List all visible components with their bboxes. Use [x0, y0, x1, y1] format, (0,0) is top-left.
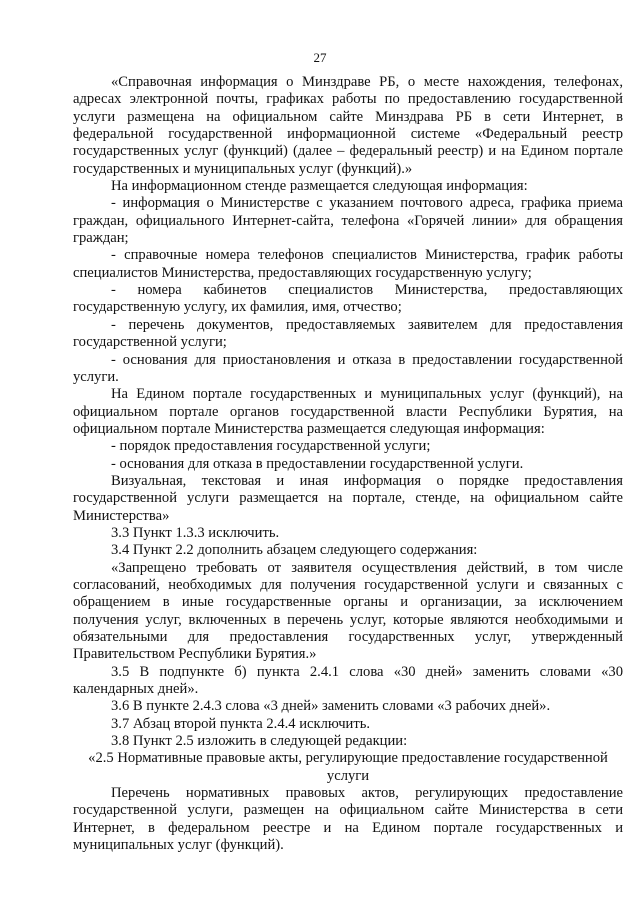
page-number: 27: [313, 50, 327, 65]
paragraph: 3.3 Пункт 1.3.3 исключить.: [111, 524, 280, 541]
document-body: [73, 74, 623, 854]
paragraph: 3.8 Пункт 2.5 изложить в следующей редакции:: [111, 733, 408, 750]
paragraph: 3.6 В пункте 2.4.3 слова «3 дней» заменить словами «3 рабочих дней».: [111, 698, 551, 715]
paragraph: Перечень нормативных правовых актов, регулирующих предоставление государственной услуги, размещен на официальном сайте Министерства в сети Интернет, в федеральном реестре и на Едином портале государственных и муниципальных услуг (функций).: [73, 785, 623, 854]
list-item: - информация о Министерстве с указанием почтового адреса, графика приема граждан, официального Интернет-сайта, телефона «Горячей линии» для обращения граждан;: [73, 195, 623, 247]
paragraph: 3.5 В подпункте б) пункта 2.4.1 слова «30 дней» заменить словами «30 календарных дней».: [73, 663, 623, 698]
list-item: - основания для отказа в предоставлении государственной услуги.: [111, 455, 524, 472]
paragraph: 3.7 Абзац второй пункта 2.4.4 исключить.: [111, 715, 371, 732]
list-item: - справочные номера телефонов специалистов Министерства, график работы специалистов Министерства, предоставляющих государственную услугу;: [73, 247, 623, 281]
paragraph: 3.4 Пункт 2.2 дополнить абзацем следующего содержания:: [111, 542, 478, 559]
paragraph: «Запрещено требовать от заявителя осуществления действий, в том числе согласований, необходимых для получения государственной услуги и связанных с обращением в иные государственные органы и организации, за исключением получения услуг, включенных в перечень услуг, которые являются необходимыми и обязательными для предоставления государственных услуг, утвержденный Правительством Республики Бурятия.»: [73, 559, 623, 663]
paragraph: На информационном стенде размещается следующая информация:: [111, 178, 528, 195]
list-item: - перечень документов, предоставляемых заявителем для предоставления государственной услуги;: [73, 316, 623, 351]
paragraph: «Справочная информация о Минздраве РБ, о месте нахождения, телефонах, адресах электронной почты, графиках работы по предоставлению государственной услуги размещена на официальном сайте Минздрава РБ в сети Интернет, в федеральной государственной информационной системе «Федеральный реестр государственных услуг (функций) (далее – федеральный реестр) и на Едином портале государственных и муниципальных услуг (функций).»: [73, 74, 623, 177]
paragraph: Визуальная, текстовая и иная информация о порядке предоставления государственной услуги размещается на портале, стенде, на официальном сайте Министерства»: [73, 472, 623, 524]
list-item: - порядок предоставления государственной услуги;: [111, 438, 431, 455]
section-heading: «2.5 Нормативные правовые акты, регулирующие предоставление государственной услуги: [88, 750, 608, 784]
list-item: - номера кабинетов специалистов Министерства, предоставляющих государственную услугу, их фамилия, имя, отчество;: [73, 282, 623, 316]
paragraph: На Едином портале государственных и муниципальных услуг (функций), на официальном портале органов государственной власти Республики Бурятия, на официальном портале Министерства размещается следующая информация:: [73, 386, 623, 437]
list-item: - основания для приостановления и отказа в предоставлении государственной услуги.: [73, 351, 623, 385]
